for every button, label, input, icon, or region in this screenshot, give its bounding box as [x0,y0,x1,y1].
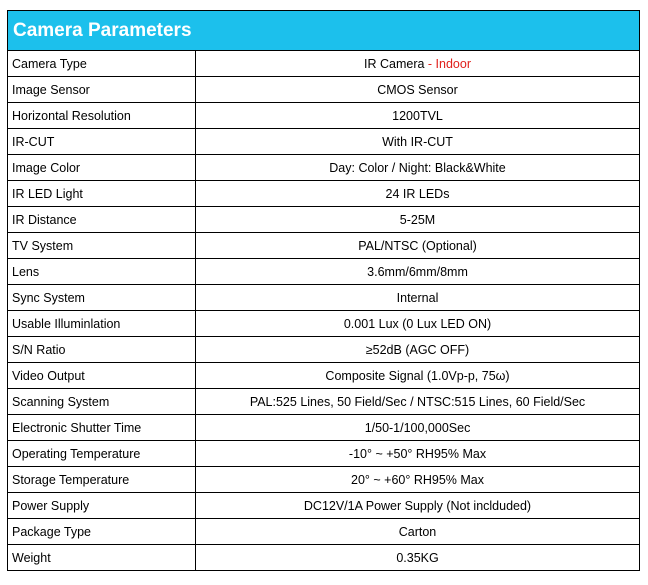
row-label: Video Output [8,363,196,389]
row-value: Internal [196,285,640,311]
row-value: With IR-CUT [196,129,640,155]
row-value: Day: Color / Night: Black&White [196,155,640,181]
table-row [8,311,640,337]
row-label: Scanning System [8,389,196,415]
table-row [8,389,640,415]
table-header-row [8,11,640,51]
row-value: PAL/NTSC (Optional) [196,233,640,259]
row-value: 0.35KG [196,545,640,571]
row-value: DC12V/1A Power Supply (Not inclduded) [196,493,640,519]
table-row [8,155,640,181]
row-value: Carton [196,519,640,545]
table-row [8,259,640,285]
row-label: IR LED Light [8,181,196,207]
row-value: ≥52dB (AGC OFF) [196,337,640,363]
row-label: IR-CUT [8,129,196,155]
row-value: 3.6mm/6mm/8mm [196,259,640,285]
row-label: IR Distance [8,207,196,233]
row-label: Power Supply [8,493,196,519]
row-value-suffix: - Indoor [424,56,471,71]
row-value-main: IR Camera [364,56,425,71]
table-row [8,415,640,441]
row-label: Camera Type [8,51,196,77]
table-row [8,207,640,233]
table-row [8,493,640,519]
table-row [8,129,640,155]
table-row [8,181,640,207]
row-value: -10° ~ +50° RH95% Max [196,441,640,467]
row-value: 24 IR LEDs [196,181,640,207]
row-value: CMOS Sensor [196,77,640,103]
row-label: Operating Temperature [8,441,196,467]
row-label: Horizontal Resolution [8,103,196,129]
row-value: PAL:525 Lines, 50 Field/Sec / NTSC:515 Lines, 60 Field/Sec [196,389,640,415]
row-label: Storage Temperature [8,467,196,493]
row-value: Composite Signal (1.0Vp-p, 75ω) [196,363,640,389]
row-label: Electronic Shutter Time [8,415,196,441]
row-value: 20° ~ +60° RH95% Max [196,467,640,493]
row-value: 5-25M [196,207,640,233]
table-row [8,441,640,467]
table-row [8,285,640,311]
table-row [8,51,640,77]
row-value [196,51,640,77]
row-label: Package Type [8,519,196,545]
row-label: Sync System [8,285,196,311]
row-label: Weight [8,545,196,571]
row-label: Lens [8,259,196,285]
table-row [8,519,640,545]
table-row [8,467,640,493]
table-row [8,337,640,363]
row-label: Image Sensor [8,77,196,103]
row-value: 1200TVL [196,103,640,129]
table-row [8,363,640,389]
camera-parameters-table [7,10,640,571]
table-row [8,545,640,571]
row-label: TV System [8,233,196,259]
row-label: S/N Ratio [8,337,196,363]
row-label: Usable Illuminlation [8,311,196,337]
table-title: Camera Parameters [8,11,640,51]
table-row [8,77,640,103]
row-value: 0.001 Lux (0 Lux LED ON) [196,311,640,337]
row-value: 1/50-1/100,000Sec [196,415,640,441]
row-label: Image Color [8,155,196,181]
table-row [8,103,640,129]
table-row [8,233,640,259]
